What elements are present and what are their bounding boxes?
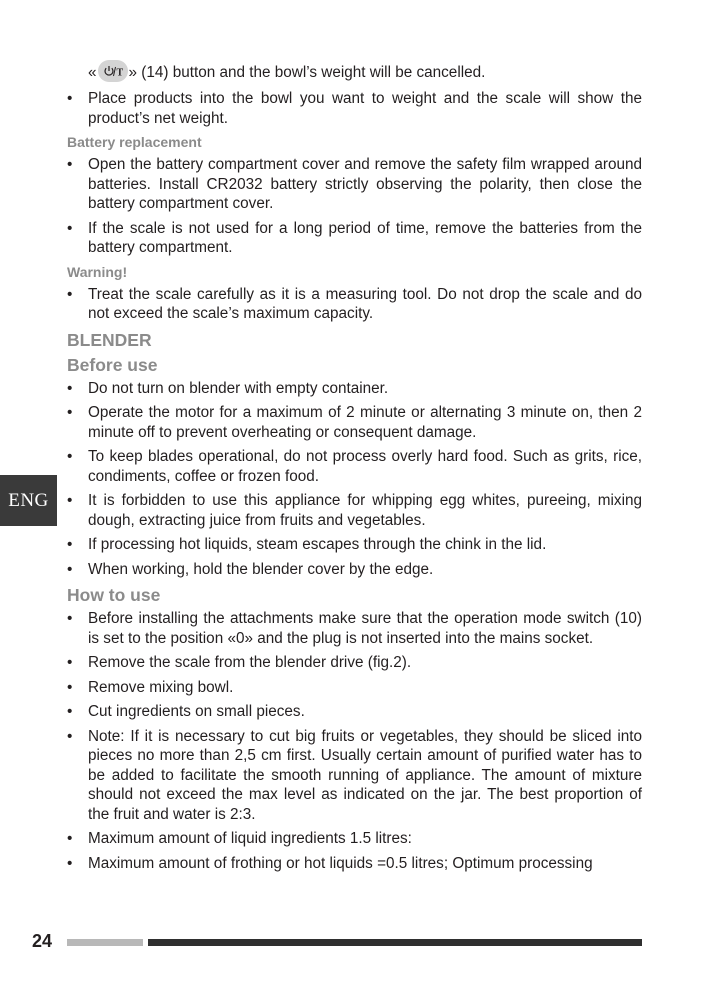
blender-title: BLENDER	[67, 329, 152, 350]
battery-heading: Battery replacement	[67, 134, 202, 150]
top-bullets	[67, 89, 642, 128]
power-tare-icon	[98, 60, 128, 82]
bullet-dot: •	[67, 560, 73, 578]
bullet-dot: •	[67, 219, 73, 237]
quote-open: «	[88, 64, 97, 82]
bullet-dot: •	[67, 448, 73, 465]
continued-line	[67, 62, 642, 84]
battery-bullets	[67, 155, 642, 258]
bullet-dot: •	[67, 285, 73, 303]
list-item: • It is forbidden to use this appliance for whipping egg whites, pureeing, mixing dough, extracting juice from fruits and vegetables.	[67, 492, 642, 529]
before-use-bullets	[67, 379, 642, 580]
list-item: • If the scale is not used for a long period of time, remove the batteries from the battery compartment.	[67, 219, 642, 256]
bullet-dot: •	[67, 830, 73, 847]
bullet-dot: •	[67, 536, 73, 553]
how-to-use-heading: How to use	[67, 585, 161, 605]
bullet-dot: •	[67, 854, 73, 872]
list-item: • Do not turn on blender with empty container.	[67, 379, 389, 397]
list-item: • Open the battery compartment cover and remove the safety film wrapped around batteries. Install CR2032 battery strictly observing the polarity, then close the battery compartment cover.	[67, 156, 642, 212]
bullet-dot: •	[67, 610, 73, 627]
bullet-dot: •	[67, 379, 73, 397]
list-item: • To keep blades operational, do not process overly hard food. Such as grits, rice, condiments, coffee or frozen food.	[67, 448, 642, 485]
bullet-dot: •	[67, 492, 73, 509]
footer-bar-light	[67, 939, 143, 946]
list-item: • Maximum amount of liquid ingredients 1.5 litres:	[67, 830, 412, 847]
list-item: • Before installing the attachments make sure that the operation mode switch (10) is set to the position «0» and the plug is not inserted into the mains socket.	[67, 610, 642, 647]
how-to-use-bullets	[67, 609, 642, 873]
list-item: • Operate the motor for a maximum of 2 minute or alternating 3 minute on, then 2 minute off to prevent overheating or consequent damage.	[67, 404, 642, 441]
list-item: • When working, hold the blender cover by the edge.	[67, 560, 434, 578]
warning-bullets	[67, 285, 642, 324]
list-item: • Place products into the bowl you want to weight and the scale will show the product’s net weight.	[67, 90, 642, 127]
warning-heading: Warning!	[67, 263, 128, 280]
footer-bar-dark	[148, 939, 642, 946]
bullet-dot: •	[67, 678, 73, 696]
bullet-dot: •	[67, 156, 73, 173]
list-item: • Remove the scale from the blender drive (fig.2).	[67, 654, 412, 671]
bullet-dot: •	[67, 90, 73, 107]
bullet-dot: •	[67, 654, 73, 671]
language-tab: ENG	[0, 475, 57, 526]
list-item: • Note: If it is necessary to cut big fruits or vegetables, they should be sliced into pieces no more than 2,5 cm first. Usually certain amount of purified water has to be added to facilitate the smooth running of appliance. The amount of mixture should not exceed the max level as indicated on the jar. The best proportion of the fruit and water is 2:3.	[67, 727, 642, 823]
list-item: • If processing hot liquids, steam escapes through the chink in the lid.	[67, 536, 547, 553]
page-content	[67, 62, 642, 878]
bullet-dot: •	[67, 404, 73, 421]
svg-text:T: T	[116, 67, 123, 77]
list-item: • Remove mixing bowl.	[67, 678, 234, 696]
list-item: • Cut ingredients on small pieces.	[67, 703, 305, 720]
before-use-heading: Before use	[67, 354, 158, 375]
continued-text: » (14) button and the bowl’s weight will be cancelled.	[128, 64, 486, 82]
bullet-dot: •	[67, 703, 73, 720]
list-item: • Maximum amount of frothing or hot liquids =0.5 litres; Optimum processing	[67, 854, 593, 872]
page-number: 24	[32, 931, 53, 951]
bullet-dot: •	[67, 727, 73, 745]
list-item: • Treat the scale carefully as it is a measuring tool. Do not drop the scale and do not exceed the scale’s maximum capacity.	[67, 285, 642, 322]
